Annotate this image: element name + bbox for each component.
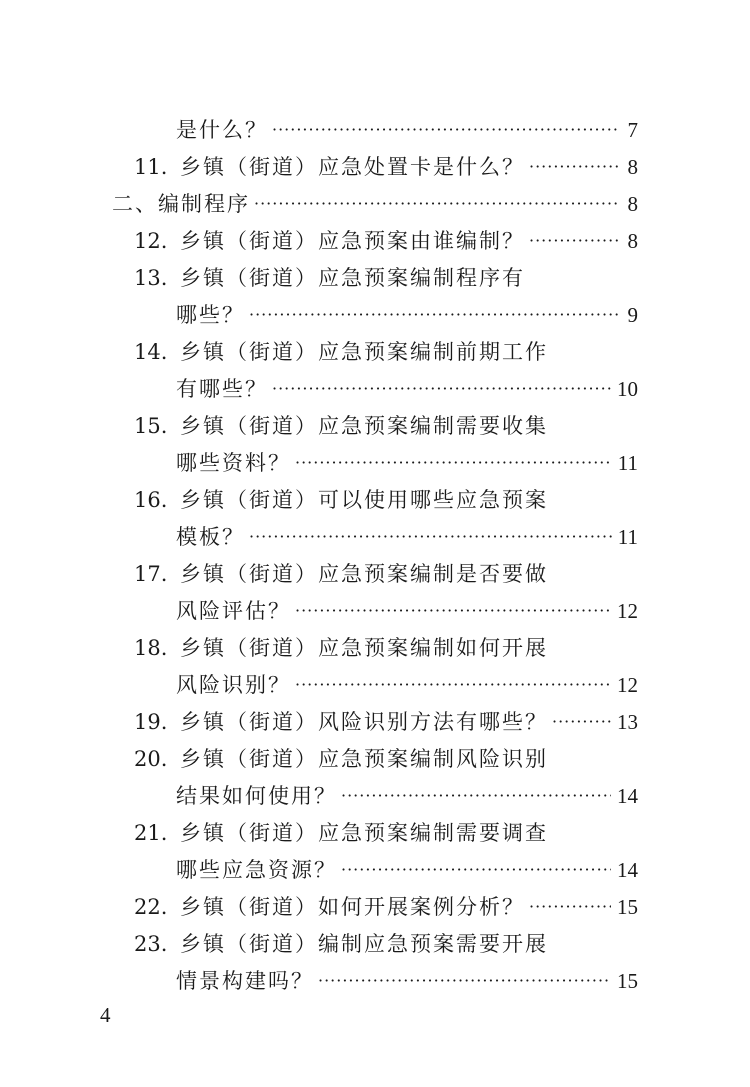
leader-dots xyxy=(249,299,620,331)
toc-entry-title: 风险评估？ xyxy=(176,599,291,623)
toc-entry-title: 乡镇（街道）应急预案编制是否要做 xyxy=(180,562,548,586)
toc-entry-page: 15 xyxy=(617,895,638,919)
toc-entry[interactable] xyxy=(134,706,638,738)
toc-entry-title: 乡镇（街道）应急预案编制如何开展 xyxy=(180,636,548,660)
leader-dots xyxy=(272,373,611,405)
toc-entry-page: 9 xyxy=(627,303,638,327)
toc-entry-page: 10 xyxy=(617,377,638,401)
toc-entry[interactable] xyxy=(134,151,638,183)
leader-dots xyxy=(249,521,612,553)
toc-entry-continuation[interactable] xyxy=(176,373,638,405)
toc-entry[interactable] xyxy=(134,262,638,294)
toc-entry-page: 12 xyxy=(617,673,638,697)
toc-entry-page: 8 xyxy=(627,192,638,216)
toc-entry[interactable] xyxy=(176,114,638,146)
toc-entry-number: 20. xyxy=(134,747,168,771)
toc-entry-title: 是什么？ xyxy=(176,118,268,142)
leader-dots xyxy=(272,114,620,146)
toc-entry-continuation[interactable] xyxy=(176,595,638,627)
toc-entry-title: 乡镇（街道）如何开展案例分析？ xyxy=(180,895,525,919)
toc-entry-title: 乡镇（街道）可以使用哪些应急预案 xyxy=(180,488,548,512)
toc-entry-number: 12. xyxy=(134,229,168,253)
toc-entry[interactable] xyxy=(134,743,638,775)
leader-dots xyxy=(552,706,611,738)
toc-entry-title: 二、编制程序 xyxy=(112,192,250,216)
toc-entry-number: 15. xyxy=(134,414,168,438)
toc-section-heading[interactable] xyxy=(112,188,638,220)
leader-dots xyxy=(295,447,612,479)
toc-entry-continuation[interactable] xyxy=(176,299,638,331)
toc-entry-number: 17. xyxy=(134,562,168,586)
toc-entry-number: 13. xyxy=(134,266,168,290)
toc-entry-page: 15 xyxy=(617,969,638,993)
toc-entry-title: 乡镇（街道）编制应急预案需要开展 xyxy=(180,932,548,956)
toc-entry[interactable] xyxy=(134,817,638,849)
toc-entry-number: 16. xyxy=(134,488,168,512)
toc-entry-continuation[interactable] xyxy=(176,521,638,553)
toc-entry-title: 乡镇（街道）应急预案编制需要调查 xyxy=(180,821,548,845)
toc-entry-title: 乡镇（街道）风险识别方法有哪些？ xyxy=(180,710,548,734)
leader-dots xyxy=(529,151,620,183)
toc-entry-title: 乡镇（街道）应急预案编制需要收集 xyxy=(180,414,548,438)
leader-dots xyxy=(529,225,620,257)
toc-entry-page: 14 xyxy=(617,858,638,882)
toc-entry-continuation[interactable] xyxy=(176,780,638,812)
toc-entry[interactable] xyxy=(134,484,638,516)
leader-dots xyxy=(529,891,611,923)
toc-entry-title: 哪些？ xyxy=(176,303,245,327)
toc-entry-number: 22. xyxy=(134,895,168,919)
toc-entry-page: 7 xyxy=(627,118,638,142)
toc-entry-title: 情景构建吗？ xyxy=(176,969,314,993)
toc-entry[interactable] xyxy=(134,336,638,368)
toc-entry[interactable] xyxy=(134,225,638,257)
toc-entry-title: 乡镇（街道）应急预案编制前期工作 xyxy=(180,340,548,364)
leader-dots xyxy=(254,188,620,220)
toc-entry[interactable] xyxy=(134,410,638,442)
toc-entry-page: 11 xyxy=(617,451,638,475)
toc-entry-title: 哪些资料？ xyxy=(176,451,291,475)
toc-entry-title: 乡镇（街道）应急预案由谁编制？ xyxy=(180,229,525,253)
toc-entry-continuation[interactable] xyxy=(176,447,638,479)
toc-entry-continuation[interactable] xyxy=(176,965,638,997)
toc-entry-title: 结果如何使用？ xyxy=(176,784,337,808)
leader-dots xyxy=(295,669,611,701)
toc-entry-title: 乡镇（街道）应急预案编制风险识别 xyxy=(180,747,548,771)
toc-entry-page: 12 xyxy=(617,599,638,623)
toc-entry-number: 11. xyxy=(134,155,168,179)
leader-dots xyxy=(341,780,611,812)
toc-entry-title: 模板？ xyxy=(176,525,245,549)
leader-dots xyxy=(341,854,611,886)
toc-entry-number: 23. xyxy=(134,932,168,956)
toc-entry-page: 13 xyxy=(617,710,638,734)
toc-entry[interactable] xyxy=(134,558,638,590)
toc-entry-title: 有哪些？ xyxy=(176,377,268,401)
toc-entry[interactable] xyxy=(134,928,638,960)
leader-dots xyxy=(318,965,611,997)
toc-entry-page: 8 xyxy=(627,229,638,253)
toc-entry-continuation[interactable] xyxy=(176,669,638,701)
toc-entry-number: 21. xyxy=(134,821,168,845)
toc-entry-number: 19. xyxy=(134,710,168,734)
toc-entry[interactable] xyxy=(134,891,638,923)
toc-entry-number: 14. xyxy=(134,340,168,364)
leader-dots xyxy=(295,595,611,627)
page-number: 4 xyxy=(100,1003,111,1027)
toc-entry-title: 哪些应急资源？ xyxy=(176,858,337,882)
toc-entry-page: 11 xyxy=(617,525,638,549)
toc-entry[interactable] xyxy=(134,632,638,664)
toc-entry-title: 乡镇（街道）应急处置卡是什么？ xyxy=(180,155,525,179)
toc-entry-number: 18. xyxy=(134,636,168,660)
toc-entry-page: 14 xyxy=(617,784,638,808)
toc-entry-continuation[interactable] xyxy=(176,854,638,886)
toc-entry-page: 8 xyxy=(627,155,638,179)
toc-entry-title: 风险识别？ xyxy=(176,673,291,697)
toc-entry-title: 乡镇（街道）应急预案编制程序有 xyxy=(180,266,525,290)
